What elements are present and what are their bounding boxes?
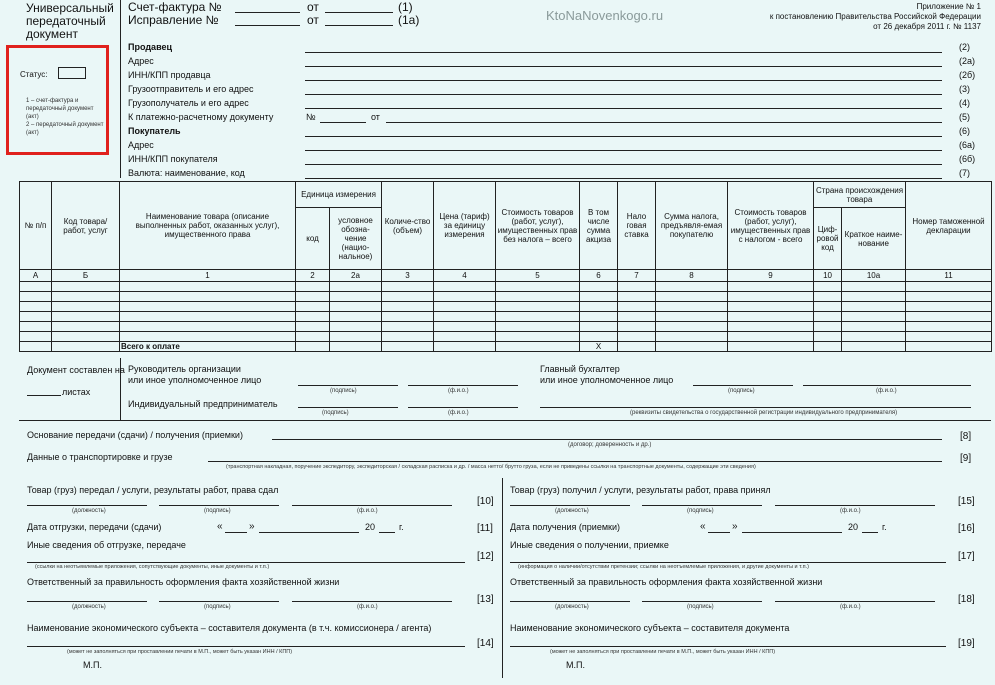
date-day-field[interactable] (225, 532, 247, 533)
resp-label: Ответственный за правильность оформления факта хозяйственной жизни (27, 577, 340, 587)
party-field[interactable] (305, 150, 942, 151)
fio-caption: (ф.и.о.) (840, 508, 861, 514)
date-quote-close: » (732, 521, 738, 532)
party-label: Валюта: наименование, код (128, 168, 245, 178)
party-ref: (2б) (959, 70, 976, 80)
date-quote-open: « (217, 521, 223, 532)
party-field[interactable] (305, 80, 942, 81)
party-label: Адрес (128, 140, 154, 150)
stamp-caption: (может не заполняться при проставлении печати в М.П., может быть указан ИНН / КПП) (67, 649, 293, 655)
date-ref: [11] (477, 523, 493, 534)
table-row[interactable] (20, 292, 992, 302)
date-year-field[interactable] (862, 532, 878, 533)
party-label: Грузополучатель и его адрес (128, 98, 249, 108)
transport-field[interactable] (208, 461, 942, 462)
party-field[interactable] (305, 164, 942, 165)
appendix-line-1: Приложение № 1 (916, 2, 981, 11)
th-country: Страна происхождения товара (814, 182, 906, 208)
head-fio-field[interactable] (408, 385, 518, 386)
head-label-2: или иное уполномоченное лицо (128, 375, 262, 385)
table-row[interactable] (20, 282, 992, 292)
th-excise: В том числе сумма акциза (580, 182, 618, 270)
entity-field[interactable] (510, 646, 946, 647)
appendix-line-2: к постановлению Правительства Российской Федерации (769, 12, 981, 21)
resp-sign-field[interactable] (642, 601, 762, 602)
items-table (19, 181, 992, 352)
transfer-sign-label: Товар (груз) передал / услуги, результаты работ, права сдал (27, 485, 279, 495)
party-label: ИНН/КПП покупателя (128, 154, 218, 164)
correction-number-field[interactable] (235, 25, 300, 26)
resp-sign-field[interactable] (510, 601, 630, 602)
table-row[interactable] (20, 312, 992, 322)
invoice-date-field[interactable] (325, 12, 393, 13)
sign-caption: (подпись) (687, 508, 714, 514)
sign-field[interactable] (775, 505, 935, 506)
sign-field[interactable] (292, 505, 452, 506)
date-month-field[interactable] (259, 532, 359, 533)
other-ref: [17] (958, 551, 975, 562)
party-ref: (2а) (959, 56, 976, 66)
date-quote-open: « (700, 521, 706, 532)
party-field[interactable] (305, 136, 942, 137)
date-label: Дата отгрузки, передачи (сдачи) (27, 522, 162, 532)
resp-sign-field[interactable] (292, 601, 452, 602)
date-year-suffix: г. (399, 522, 404, 532)
individual-sign-caption: (подпись) (322, 410, 349, 416)
other-caption: (информация о наличии/отсутствии претензии; ссылки на неотъемлемые приложения, и другие документы и т.п.) (518, 564, 809, 570)
date-label: Дата получения (приемки) (510, 522, 620, 532)
fio-caption: (ф.и.о.) (357, 508, 378, 514)
date-day-field[interactable] (708, 532, 730, 533)
payment-doc-date-field[interactable] (386, 122, 942, 123)
stamp-caption: (может не заполняться при проставлении печати в М.П., может быть указан ИНН / КПП) (550, 649, 776, 655)
section-divider (19, 420, 991, 421)
accountant-label-1: Главный бухгалтер (540, 364, 620, 374)
table-row[interactable] (20, 332, 992, 342)
head-sign-field[interactable] (298, 385, 398, 386)
resp-fio-caption: (ф.и.о.) (357, 604, 378, 610)
date-ref: [16] (958, 523, 975, 534)
th-qty: Количе-ство (объем) (382, 182, 434, 270)
party-label: К платежно-расчетному документу (128, 112, 274, 122)
th-customs: Номер таможенной декларации (906, 182, 992, 270)
resp-sign-field[interactable] (159, 601, 279, 602)
sign-field[interactable] (27, 505, 147, 506)
correction-ref: (1а) (398, 13, 420, 27)
resp-sign-caption: (подпись) (204, 604, 231, 610)
center-divider (502, 478, 503, 678)
individual-label: Индивидуальный предприниматель (128, 399, 278, 409)
individual-reg-caption: (реквизиты свидетельства о государственной регистрации индивидуального предпринимателя) (630, 410, 898, 416)
th-name: Наименование товара (описание выполненных работ, оказанных услуг), имущественного права (120, 182, 296, 270)
status-note-2: 2 – передаточный документ (акт) (26, 122, 104, 136)
column-number: 6 (580, 270, 618, 282)
status-note-1: 1 – счет-фактура и передаточный документ (акт) (26, 98, 94, 120)
column-number: 2а (330, 270, 382, 282)
entity-label: Наименование экономического субъекта – составителя документа (в т.ч. комиссионера / агента) (27, 623, 432, 633)
column-number: 8 (656, 270, 728, 282)
resp-label: Ответственный за правильность оформления факта хозяйственной жизни (510, 577, 823, 587)
party-field[interactable] (305, 178, 942, 179)
other-caption: (ссылки на неотъемлемые приложения, сопутствующие документы, иные документы и т.п.) (35, 564, 270, 570)
column-number: 7 (618, 270, 656, 282)
accountant-fio-caption: (ф.и.о.) (876, 388, 897, 394)
th-cost: Стоимость товаров (работ, услуг), имущественных прав без налога – всего (496, 182, 580, 270)
sheets-count-field[interactable] (27, 395, 61, 396)
header-left-divider (120, 0, 121, 178)
position-caption: (должность) (555, 508, 589, 514)
date-year-field[interactable] (379, 532, 395, 533)
entity-label: Наименование экономического субъекта – составителя документа (510, 623, 790, 633)
date-year-prefix: 20 (365, 522, 376, 532)
head-label-1: Руководитель организации (128, 364, 241, 374)
column-number: 10а (842, 270, 906, 282)
table-row[interactable] (20, 322, 992, 332)
party-ref: (4) (959, 98, 970, 108)
party-ref: (6б) (959, 154, 976, 164)
invoice-number-label: Счет-фактура № (128, 0, 222, 14)
basis-ref: [8] (960, 431, 972, 442)
doc-type-title: Универсальный передаточный документ (26, 1, 114, 41)
head-sign-caption: (подпись) (330, 388, 357, 394)
transfer-sign-label: Товар (груз) получил / услуги, результаты работ, права принял (510, 485, 771, 495)
stamp-mp: М.П. (566, 660, 585, 670)
column-number: 2 (296, 270, 330, 282)
column-number: 1 (120, 270, 296, 282)
th-country-name: Краткое наиме-нование (842, 208, 906, 270)
party-ref: (6) (959, 126, 970, 136)
other-label: Иные сведения об отгрузке, передаче (27, 540, 186, 550)
correction-number-label: Исправление № (128, 13, 219, 27)
party-label: ИНН/КПП продавца (128, 70, 211, 80)
th-no: № п/п (20, 182, 52, 270)
th-country-code: Циф-ровой код (814, 208, 842, 270)
accountant-fio-field[interactable] (803, 385, 971, 386)
sign-caption: (подпись) (204, 508, 231, 514)
total-excise-x: X (580, 342, 618, 352)
table-row[interactable] (20, 302, 992, 312)
sign-field[interactable] (642, 505, 762, 506)
watermark: KtoNaNovenkogo.ru (546, 8, 664, 23)
head-fio-caption: (ф.и.о.) (448, 388, 469, 394)
party-label: Покупатель (128, 126, 181, 136)
total-row (20, 342, 992, 352)
th-unit: Единица измерения (296, 182, 382, 208)
date-quote-close: » (249, 521, 255, 532)
entity-ref: [19] (958, 638, 975, 649)
accountant-sign-caption: (подпись) (728, 388, 755, 394)
basis-label: Основание передачи (сдачи) / получения (приемки) (27, 430, 243, 440)
th-price: Цена (тариф) за единицу измерения (434, 182, 496, 270)
transfer-sign-ref: [10] (477, 496, 494, 507)
accountant-label-2: или иное уполномоченное лицо (540, 375, 674, 385)
resp-ref: [18] (958, 594, 975, 605)
column-number: 5 (496, 270, 580, 282)
individual-fio-caption: (ф.и.о.) (448, 410, 469, 416)
party-field[interactable] (305, 52, 942, 53)
transport-ref: [9] (960, 453, 972, 464)
individual-reg-field[interactable] (540, 407, 971, 408)
th-total: Стоимость товаров (работ, услуг), имущественных прав с налогом - всего (728, 182, 814, 270)
transfer-sign-ref: [15] (958, 496, 975, 507)
invoice-number-field[interactable] (235, 12, 300, 13)
resp-position-caption: (должность) (555, 604, 589, 610)
column-number: 3 (382, 270, 434, 282)
doc-composed-label: Документ составлен на (27, 365, 125, 375)
column-numbers-row (20, 270, 992, 282)
date-year-prefix: 20 (848, 522, 859, 532)
th-unit-code: код (296, 208, 330, 270)
th-unit-name: условное обозна-чение (нацио-нальное) (330, 208, 382, 270)
party-label: Продавец (128, 42, 173, 52)
date-month-field[interactable] (742, 532, 842, 533)
invoice-from-label: от (307, 0, 319, 14)
status-input[interactable] (58, 67, 86, 79)
column-number: 4 (434, 270, 496, 282)
resp-sign-field[interactable] (775, 601, 935, 602)
party-ref: (6а) (959, 140, 976, 150)
column-number: 11 (906, 270, 992, 282)
th-tax: Сумма налога, предъявля-емая покупателю (656, 182, 728, 270)
sign-field[interactable] (159, 505, 279, 506)
resp-sign-field[interactable] (27, 601, 147, 602)
entity-ref: [14] (477, 638, 494, 649)
other-field[interactable] (27, 562, 465, 563)
party-ref: (7) (959, 168, 970, 178)
correction-from-label: от (307, 13, 319, 27)
position-caption: (должность) (72, 508, 106, 514)
column-number: 9 (728, 270, 814, 282)
invoice-ref: (1) (398, 0, 413, 14)
resp-fio-caption: (ф.и.о.) (840, 604, 861, 610)
payment-doc-no-field[interactable] (320, 122, 366, 123)
th-rate: Нало говая ставка (618, 182, 656, 270)
total-label: Всего к оплате (120, 342, 296, 352)
status-label: Статус: (20, 70, 48, 79)
party-label: Адрес (128, 56, 154, 66)
resp-position-caption: (должность) (72, 604, 106, 610)
transport-caption: (транспортная накладная, поручение экспедитору, экспедиторская / складская расписка и др. / масса нетто/ брутто груза, если не приведены ссылки на транспортные документы, содержащие эти сведения) (226, 464, 756, 470)
sign-field[interactable] (510, 505, 630, 506)
party-ref: (3) (959, 84, 970, 94)
date-year-suffix: г. (882, 522, 887, 532)
individual-fio-field[interactable] (408, 407, 518, 408)
column-number: 10 (814, 270, 842, 282)
column-number: Б (52, 270, 120, 282)
resp-sign-caption: (подпись) (687, 604, 714, 610)
party-label: Грузоотправитель и его адрес (128, 84, 254, 94)
other-field[interactable] (510, 562, 946, 563)
basis-caption: (договор; доверенность и др.) (568, 442, 652, 448)
party-field[interactable] (305, 66, 942, 67)
th-code: Код товара/ работ, услуг (52, 182, 120, 270)
stamp-mp: М.П. (83, 660, 102, 670)
payment-doc-from-label: от (371, 112, 380, 122)
individual-sign-field[interactable] (298, 407, 398, 408)
sheets-label: листах (62, 387, 91, 397)
other-ref: [12] (477, 551, 494, 562)
correction-date-field[interactable] (325, 25, 393, 26)
party-field[interactable] (305, 94, 942, 95)
party-field[interactable] (305, 108, 942, 109)
appendix-line-3: от 26 декабря 2011 г. № 1137 (873, 22, 981, 31)
accountant-sign-field[interactable] (693, 385, 793, 386)
other-label: Иные сведения о получении, приемке (510, 540, 669, 550)
resp-ref: [13] (477, 594, 494, 605)
party-ref: (5) (959, 112, 970, 122)
transport-label: Данные о транспортировке и грузе (27, 452, 173, 462)
entity-field[interactable] (27, 646, 465, 647)
column-number: А (20, 270, 52, 282)
payment-doc-no-label: № (306, 112, 316, 122)
basis-field[interactable] (272, 439, 942, 440)
party-ref: (2) (959, 42, 970, 52)
